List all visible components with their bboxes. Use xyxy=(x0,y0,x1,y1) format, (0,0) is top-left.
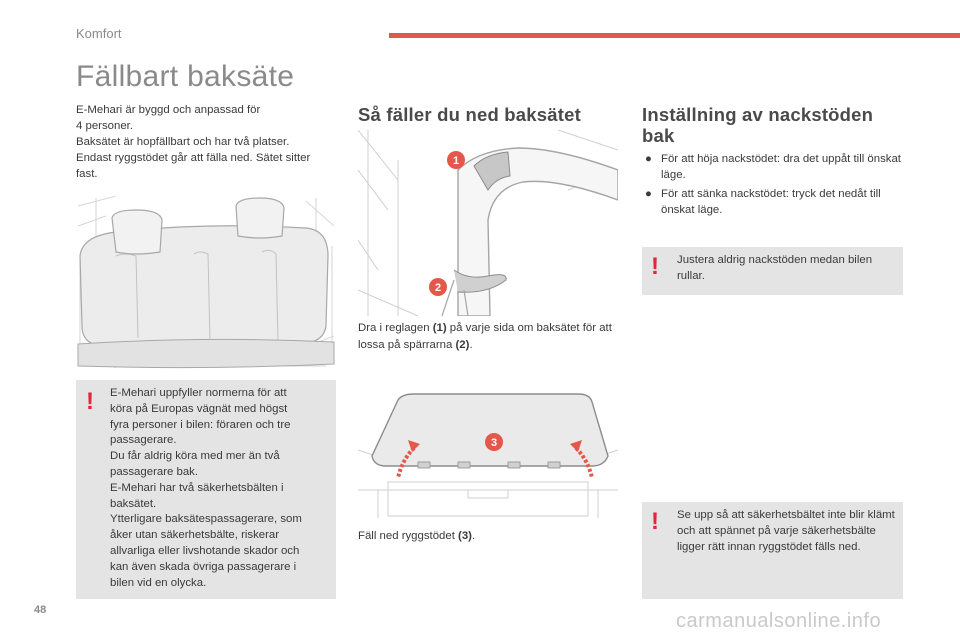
rear-seat-illustration xyxy=(76,196,336,374)
warning-line: allvarliga eller livshotande skador och xyxy=(110,544,300,557)
warning-text: Se upp så att säkerhetsbältet inte blir klämt och att spännet på varje säkerhetsbälte ligger rätt innan ryggstödet fälls ned. xyxy=(677,509,895,553)
warning-line: E-Mehari uppfyller normerna för att xyxy=(110,387,287,399)
warning-line: åker utan säkerhetsbälte, riskerar xyxy=(110,529,280,542)
page-number: 48 xyxy=(34,604,47,616)
warning-line: bilen vid en olycka. xyxy=(110,576,207,589)
warning-line: baksätet. xyxy=(110,497,157,510)
caption-text: Dra i reglagen xyxy=(358,322,433,334)
caption-text: . xyxy=(471,530,476,542)
warning-line: köra på Europas vägnät med högst xyxy=(110,402,288,415)
caption-text: på varje sida om baksätet för att lossa på spärrarna xyxy=(358,322,612,351)
caption-ref-1: (1) xyxy=(432,322,447,334)
intro-line: E-Mehari är byggd och anpassad för xyxy=(76,104,261,116)
bullet-icon: ● xyxy=(645,153,652,165)
caption-text: . xyxy=(469,339,473,351)
headrest-heading: Inställning av nackstöden bak xyxy=(642,104,874,146)
warning-text xyxy=(110,386,328,591)
seat-latch-illustration xyxy=(358,130,618,316)
warning-box-seatbelt xyxy=(642,502,903,599)
header-accent-bar xyxy=(389,33,960,38)
warning-box-passengers xyxy=(76,380,336,599)
caption-text: Fäll ned ryggstödet xyxy=(358,530,459,542)
fold-seat-heading: Så fäller du ned baksätet xyxy=(358,104,581,125)
warning-box-headrest xyxy=(642,247,903,295)
headrest-instructions xyxy=(642,151,904,221)
fold-caption xyxy=(358,528,475,544)
latch-caption xyxy=(358,320,620,354)
warning-text: Justera aldrig nackstöden medan bilen rullar. xyxy=(677,254,873,282)
caption-ref-2: (2) xyxy=(455,339,470,351)
warning-icon: ! xyxy=(651,253,659,280)
intro-text xyxy=(76,102,338,182)
list-item xyxy=(642,186,904,218)
warning-line: passagerare bak. xyxy=(110,465,199,478)
list-item xyxy=(642,151,904,183)
warning-line: Du får aldrig köra med mer än två xyxy=(110,450,280,463)
callout-1-label: 1 xyxy=(452,155,460,167)
bullet-icon: ● xyxy=(645,188,652,200)
list-item-text: För att sänka nackstödet: tryck det nedåt till önskat läge. xyxy=(661,188,881,216)
warning-line: passagerare. xyxy=(110,434,177,447)
warning-icon: ! xyxy=(86,388,94,415)
warning-line: kan även skada övriga passagerare i xyxy=(110,560,297,573)
intro-line: 4 personer. xyxy=(76,120,133,132)
warning-line: Ytterligare baksätespassagerare, som xyxy=(110,513,302,526)
warning-line: fyra personer i bilen: föraren och tre xyxy=(110,418,291,431)
page-title: Fällbart baksäte xyxy=(76,60,295,93)
intro-line: Baksätet är hopfällbart och har två platser. xyxy=(76,136,290,148)
callout-3-label: 3 xyxy=(490,437,498,449)
fold-backrest-illustration xyxy=(358,390,618,518)
section-label: Komfort xyxy=(76,26,122,41)
caption-ref-3: (3) xyxy=(458,530,472,542)
callout-2-label: 2 xyxy=(434,282,442,294)
list-item-text: För att höja nackstödet: dra det uppåt till önskat läge. xyxy=(661,153,901,181)
warning-line: E-Mehari har två säkerhetsbälten i xyxy=(110,481,284,494)
warning-icon: ! xyxy=(651,508,659,535)
intro-line: Endast ryggstödet går att fälla ned. Sätet sitter xyxy=(76,152,311,164)
intro-line: fast. xyxy=(76,168,98,180)
watermark: carmanualsonline.info xyxy=(676,610,882,632)
